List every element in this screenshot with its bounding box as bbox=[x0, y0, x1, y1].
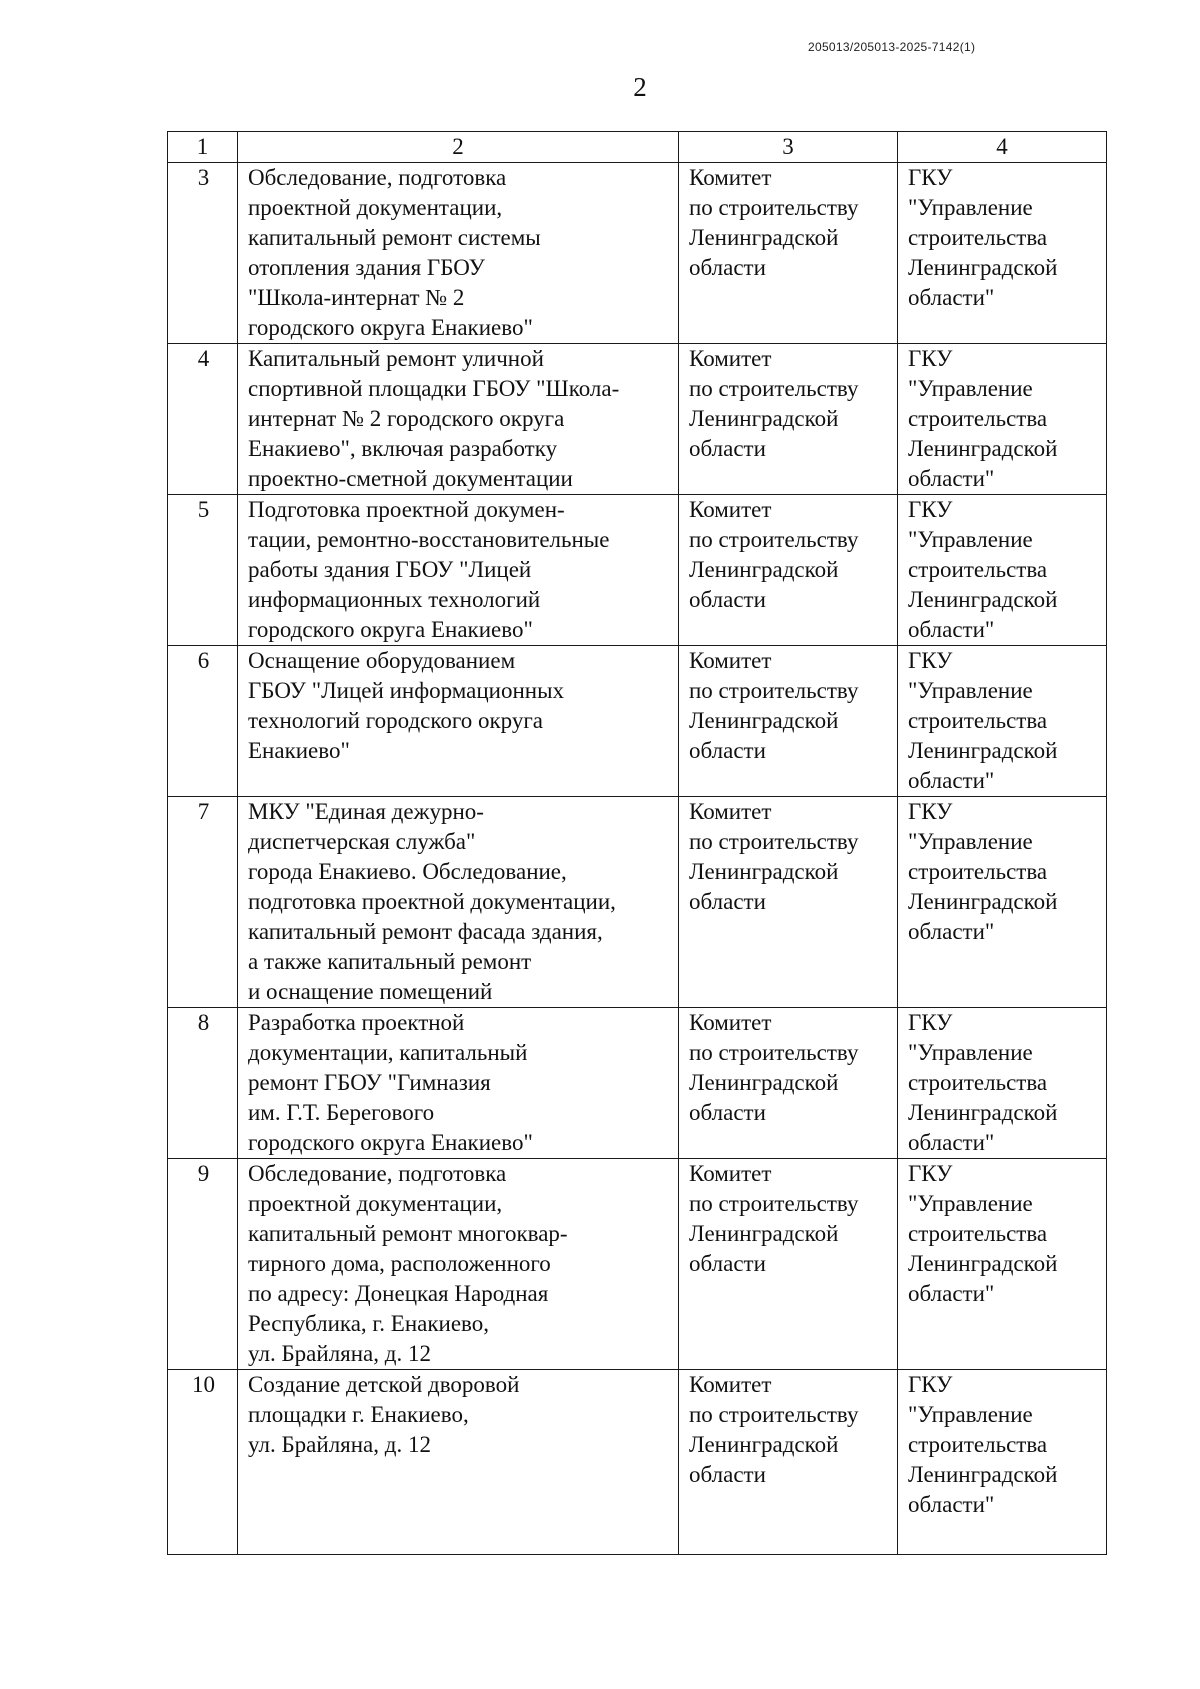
table-row bbox=[168, 344, 1107, 495]
executor-body: ГКУ "Управление строительства Ленинградской области" bbox=[898, 344, 1107, 495]
executor-body: ГКУ "Управление строительства Ленинградской области" bbox=[898, 1159, 1107, 1370]
responsible-body: Комитет по строительству Ленинградской области bbox=[679, 1008, 898, 1159]
table-row bbox=[168, 1159, 1107, 1370]
executor-body: ГКУ "Управление строительства Ленинградской области" bbox=[898, 797, 1107, 1008]
measures-table bbox=[167, 131, 1107, 1555]
measure-description: МКУ "Единая дежурно- диспетчерская служба" города Енакиево. Обследование, подготовка проектной документации, капитальный ремонт фасада здания, а также капитальный ремонт и оснащение помещений bbox=[238, 797, 679, 1008]
table-row bbox=[168, 797, 1107, 1008]
row-number: 9 bbox=[168, 1159, 238, 1370]
row-number: 7 bbox=[168, 797, 238, 1008]
executor-body: ГКУ "Управление строительства Ленинградской области" bbox=[898, 495, 1107, 646]
row-number: 4 bbox=[168, 344, 238, 495]
column-header-1: 1 bbox=[168, 132, 238, 163]
executor-body: ГКУ "Управление строительства Ленинградской области" bbox=[898, 1008, 1107, 1159]
table-row bbox=[168, 1370, 1107, 1555]
column-header-2: 2 bbox=[238, 132, 679, 163]
responsible-body: Комитет по строительству Ленинградской области bbox=[679, 1159, 898, 1370]
measure-description: Обследование, подготовка проектной документации, капитальный ремонт системы отопления здания ГБОУ "Школа-интернат № 2 городского округа Енакиево" bbox=[238, 163, 679, 344]
table-row bbox=[168, 163, 1107, 344]
measure-description: Капитальный ремонт уличной спортивной площадки ГБОУ "Школа- интернат № 2 городского округа Енакиево", включая разработку проектно-сметной документации bbox=[238, 344, 679, 495]
table-header-row bbox=[168, 132, 1107, 163]
row-number: 6 bbox=[168, 646, 238, 797]
responsible-body: Комитет по строительству Ленинградской области bbox=[679, 646, 898, 797]
executor-body: ГКУ "Управление строительства Ленинградской области" bbox=[898, 646, 1107, 797]
responsible-body: Комитет по строительству Ленинградской области bbox=[679, 797, 898, 1008]
measure-description: Подготовка проектной докумен- тации, ремонтно-восстановительные работы здания ГБОУ "Лицей информационных технологий городского округа Енакиево" bbox=[238, 495, 679, 646]
measure-description: Разработка проектной документации, капитальный ремонт ГБОУ "Гимназия им. Г.Т. Берегового городского округа Енакиево" bbox=[238, 1008, 679, 1159]
row-number: 3 bbox=[168, 163, 238, 344]
page-number: 2 bbox=[633, 72, 647, 102]
table-row bbox=[168, 495, 1107, 646]
executor-body: ГКУ "Управление строительства Ленинградской области" bbox=[898, 1370, 1107, 1555]
column-header-3: 3 bbox=[679, 132, 898, 163]
executor-body: ГКУ "Управление строительства Ленинградской области" bbox=[898, 163, 1107, 344]
responsible-body: Комитет по строительству Ленинградской области bbox=[679, 163, 898, 344]
column-header-4: 4 bbox=[898, 132, 1107, 163]
row-number: 5 bbox=[168, 495, 238, 646]
measure-description: Оснащение оборудованием ГБОУ "Лицей информационных технологий городского округа Енакиево" bbox=[238, 646, 679, 797]
measure-description: Обследование, подготовка проектной документации, капитальный ремонт многоквар- тирного дома, расположенного по адресу: Донецкая Народная Республика, г. Енакиево, ул. Брайляна, д. 12 bbox=[238, 1159, 679, 1370]
responsible-body: Комитет по строительству Ленинградской области bbox=[679, 344, 898, 495]
responsible-body: Комитет по строительству Ленинградской области bbox=[679, 1370, 898, 1555]
table-row bbox=[168, 646, 1107, 797]
table-row bbox=[168, 1008, 1107, 1159]
responsible-body: Комитет по строительству Ленинградской области bbox=[679, 495, 898, 646]
table-container bbox=[167, 131, 1106, 1555]
document-id: 205013/205013-2025-7142(1) bbox=[808, 40, 976, 54]
row-number: 8 bbox=[168, 1008, 238, 1159]
row-number: 10 bbox=[168, 1370, 238, 1555]
measure-description: Создание детской дворовой площадки г. Енакиево, ул. Брайляна, д. 12 bbox=[238, 1370, 679, 1555]
